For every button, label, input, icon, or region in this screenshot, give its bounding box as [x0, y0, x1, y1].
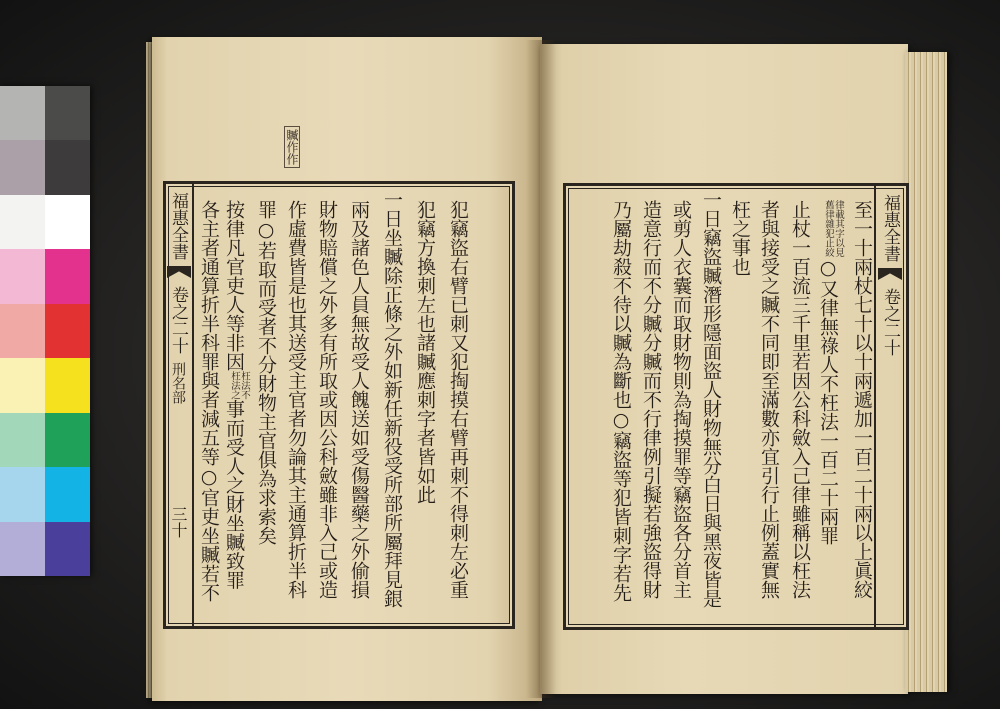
- header-note: 贓作作: [284, 126, 300, 168]
- right-page-column-1: 至一十兩杖七十以十兩遞加一百二十兩以上眞絞: [851, 200, 873, 599]
- note-line: 枉法之: [229, 371, 240, 400]
- book-gutter-shadow: [526, 40, 556, 698]
- left-page-column-3: 一日坐贓除正條之外如新任新役受所部所屬拜見銀: [381, 190, 403, 608]
- left-page-column-7: 罪○若取而受者不分財物主官俱為求索矣: [255, 200, 277, 545]
- cyan-patch: [45, 467, 90, 521]
- gray-light-patch: [0, 86, 45, 140]
- white-patch: [45, 195, 90, 249]
- left-margin-section: 刑名部: [170, 362, 186, 404]
- column-text: 按律凡官吏人等非因: [223, 200, 245, 371]
- column-text: 事而受人之財坐贓致罪: [223, 399, 245, 590]
- right-page-column-4: 者與接受之贓不同即至滿數亦宜引行止例蓋實無: [758, 200, 780, 599]
- gray-darker-patch: [45, 140, 90, 194]
- right-page-column-9: 乃屬劫殺不待以贓為斷也○竊盜等犯皆刺字若先: [610, 200, 632, 602]
- lavender-patch: [0, 522, 45, 576]
- interlinear-note: [823, 200, 843, 257]
- blue-violet-patch: [45, 522, 90, 576]
- right-margin-volume: 卷之二十: [880, 288, 900, 356]
- left-page-column-1: 犯竊盜右臂已刺又犯掏摸右臂再刺不得刺左必重: [447, 200, 469, 599]
- right-page-column-3: 止杖一百流三千里若因公科斂入己律雖稱以枉法: [789, 200, 811, 599]
- right-page-column-7: 或剪人衣囊而取財物則為掏摸罪等竊盜各分首主: [670, 200, 692, 599]
- left-page-column-2: 犯竊方換刺左也諸贓應刺字者皆如此: [414, 200, 436, 504]
- gray-mauve-patch: [0, 140, 45, 194]
- left-page-column-9: 各主者通算折半科罪與者減五等○官吏坐贓若不: [198, 200, 220, 602]
- left-margin-divider: [192, 184, 194, 626]
- pink-patch: [0, 249, 45, 303]
- note-line: 舊律雜犯止絞: [823, 200, 834, 257]
- right-page-column-8: 造意行而不分贓分贓而不行律例引擬若強盜得財: [640, 200, 662, 599]
- note-line: 律載其字以見: [833, 200, 844, 257]
- green-patch: [45, 413, 90, 467]
- left-page-column-4: 兩及諸色人員無故受人餽送如受傷醫藥之外偷損: [348, 200, 370, 599]
- light-yellow-patch: [0, 358, 45, 412]
- yellow-patch: [45, 358, 90, 412]
- left-page-column-5: 財物賠償之外多有所取或因公科斂雖非入己或造: [316, 200, 338, 599]
- left-page-column-6: 作虛費皆是也其送受主官者勿論其主通算折半科: [285, 200, 307, 599]
- left-page-column-8: [225, 200, 249, 625]
- right-page-column-2: [819, 200, 843, 625]
- left-margin-page-number: 三十: [169, 506, 188, 538]
- salmon-patch: [0, 304, 45, 358]
- column-text: ○又律無祿人不枉法一百二十兩罪: [817, 257, 839, 545]
- magenta-patch: [45, 249, 90, 303]
- red-patch: [45, 304, 90, 358]
- light-green-patch: [0, 413, 45, 467]
- white-patch: [0, 195, 45, 249]
- left-margin-volume: 卷之二十: [168, 286, 188, 354]
- right-page-column-5: 枉之事也: [729, 200, 751, 276]
- color-calibration-strip: [0, 86, 90, 576]
- right-margin-divider: [874, 186, 876, 627]
- right-page-edges: [905, 52, 947, 692]
- light-cyan-patch: [0, 467, 45, 521]
- right-page-column-6: 一日竊盜贓潛形隱面盜人財物無分白日與黑夜皆是: [700, 190, 722, 608]
- left-margin-book-title: 福惠全書: [168, 192, 188, 260]
- right-margin-book-title: 福惠全書: [880, 194, 900, 262]
- gray-dark-patch: [45, 86, 90, 140]
- note-line: 枉法不: [239, 371, 250, 400]
- interlinear-note: [229, 371, 249, 400]
